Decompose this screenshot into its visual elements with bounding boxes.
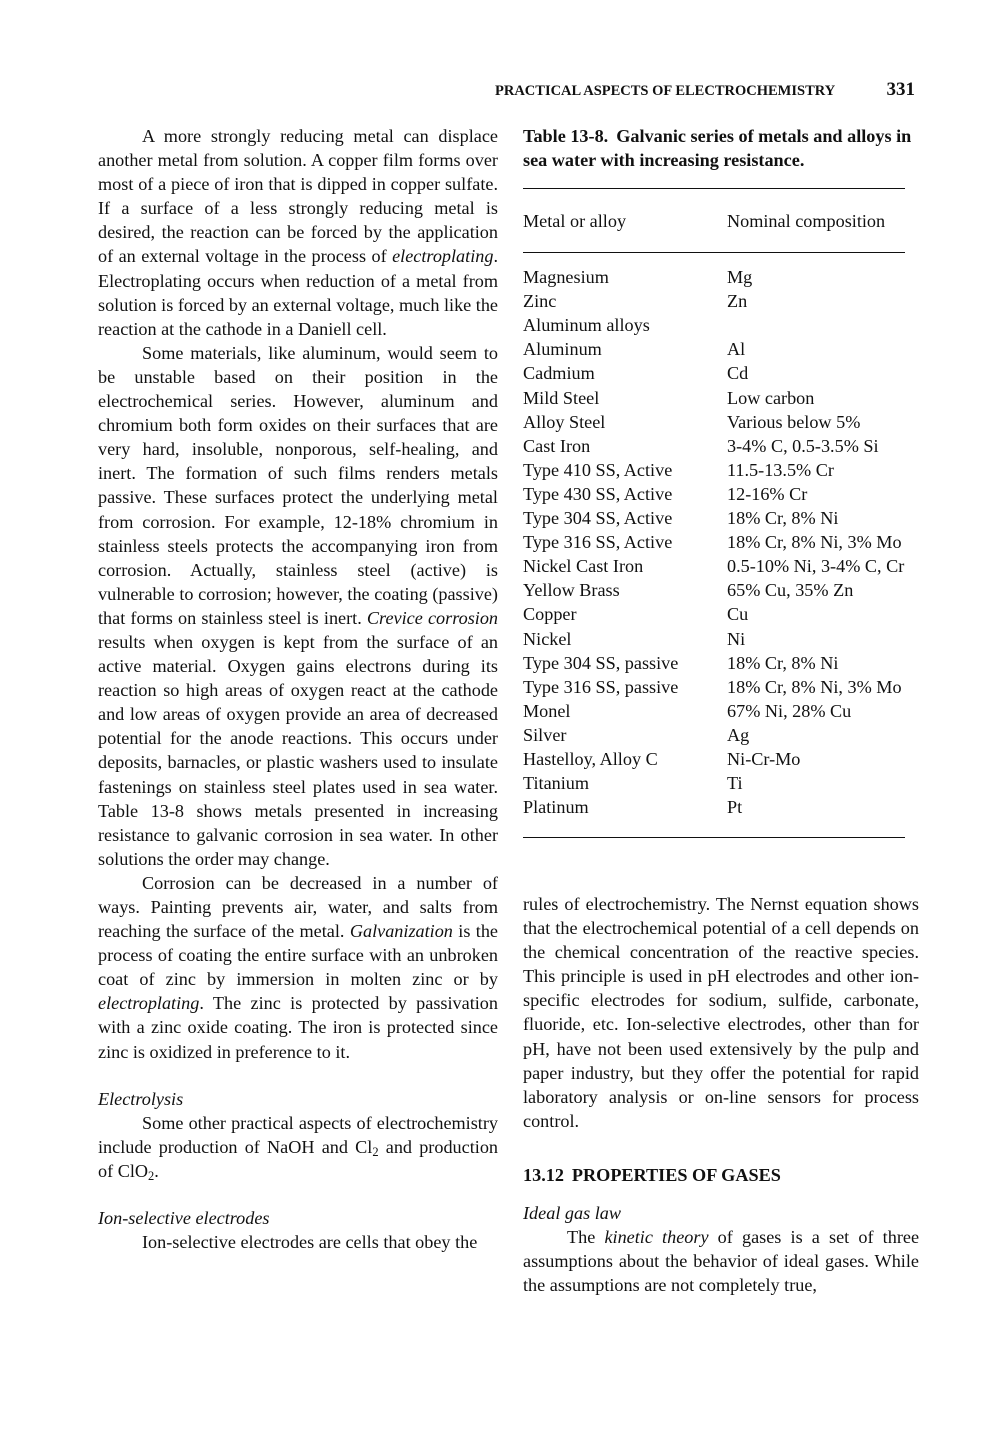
cell-metal: Yellow Brass <box>523 580 620 601</box>
cell-composition: 0.5-10% Ni, 3-4% C, Cr <box>727 556 905 577</box>
italic-term: Crevice corrosion <box>366 607 499 628</box>
running-head <box>495 79 915 101</box>
table-row <box>523 386 923 410</box>
italic-term: electroplating <box>392 246 494 267</box>
subscript: 2 <box>148 1168 155 1183</box>
cell-composition: Ni-Cr-Mo <box>727 748 801 769</box>
subscript: 2 <box>372 1144 379 1159</box>
cell-composition: 18% Cr, 8% Ni, 3% Mo <box>727 676 902 697</box>
table-bottom-rule <box>523 837 905 838</box>
text-run: Some other practical aspects of electrochemistry include production of NaOH and Cl <box>98 1112 498 1157</box>
cell-metal: Titanium <box>523 773 590 794</box>
cell-metal: Cast Iron <box>523 435 591 456</box>
table-row <box>523 458 923 482</box>
table-row <box>523 627 923 651</box>
right-column-text <box>523 892 919 1297</box>
cell-composition: Mg <box>727 267 753 288</box>
cell-composition: 18% Cr, 8% Ni, 3% Mo <box>727 532 902 553</box>
table-row <box>523 747 923 771</box>
cell-composition: Various below 5% <box>727 411 861 432</box>
table-row <box>523 482 923 506</box>
table-row <box>523 675 923 699</box>
table-row <box>523 578 923 602</box>
text-run: of gases is a set of three assumptions about the behavior of ideal gases. While the assumptions are not completely true, <box>523 1227 920 1296</box>
cell-composition: Cd <box>727 363 749 384</box>
cell-composition: Al <box>727 339 746 360</box>
cell-metal: Silver <box>523 724 567 745</box>
cell-metal: Type 316 SS, Active <box>523 532 673 553</box>
italic-term: kinetic theory <box>604 1227 709 1248</box>
cell-composition: 18% Cr, 8% Ni <box>727 652 839 673</box>
paragraph-ion-selective <box>98 1230 498 1254</box>
cell-composition: Ti <box>727 773 743 794</box>
table-row <box>523 530 923 554</box>
table-caption-label: Table 13-8. <box>523 126 609 146</box>
text-run: Some materials, like aluminum, would seem to be unstable based on their position in the electrochemical series. However, aluminum and chromium both form oxides on their surfaces that are very hard, insoluble, nonporous, self-healing, and inert. The formation of such films renders metals passive. These surfaces protect the underlying metal from corrosion. For example, 12-18% chromium in stainless steels protects the accompanying iron from corrosion. Actually, stainless steel (active) is vulnerable to corrosion; however, the coating (passive) that forms on stainless steel is inert. <box>98 342 498 628</box>
cell-composition: Zn <box>727 291 748 312</box>
table-caption-text: Galvanic series of metals and alloys in sea water with increasing resistance. <box>523 126 912 170</box>
cell-metal: Platinum <box>523 797 589 818</box>
table-row <box>523 699 923 723</box>
table-row <box>523 723 923 747</box>
cell-composition: Ag <box>727 724 750 745</box>
spacer <box>98 1183 498 1206</box>
table-row <box>523 771 923 795</box>
text-run: rules of electrochemistry. The Nernst equation shows that the electrochemical potential of a cell depends on the chemical concentration of the reactive species. This principle is used in pH electrodes and other ion-specific electrodes for sodium, sulfide, carbonate, fluoride, etc. Ion-selective electrodes, other than for pH, have not been used extensively by the pulp and paper industry, but they offer the potential for rapid laboratory analysis or on-line sensors for process control. <box>523 894 919 1131</box>
paragraph-passivation <box>98 341 498 871</box>
cell-metal: Aluminum alloys <box>523 315 650 336</box>
table-13-8 <box>523 124 919 838</box>
heading-ideal-gas-law: Ideal gas law <box>523 1203 622 1224</box>
table-row <box>523 602 923 626</box>
paragraph-electrolysis <box>98 1111 498 1183</box>
cell-metal: Aluminum <box>523 339 602 360</box>
text-run: results when oxygen is kept from the surface of an active material. Oxygen gains electrons during its reaction so high areas of oxygen react at the cathode and low areas of oxygen provide an area of decreased potential for the anode reactions. This occurs under deposits, barnacles, or plastic washers used to insulate fastenings on stainless steel plates used in sea water. Table 13-8 shows metals presented in increasing resistance to galvanic corrosion in sea water. In other solutions the order may change. <box>98 631 498 869</box>
cell-metal: Magnesium <box>523 267 609 288</box>
paragraph-ion-selective-continued <box>523 892 919 1133</box>
paragraph-electroplating <box>98 124 498 341</box>
cell-metal: Alloy Steel <box>523 411 606 432</box>
text-run: A more strongly reducing metal can displace another metal from solution. A copper film forms over most of a piece of iron that is dipped in copper sulfate. If a surface of a less strongly reducing metal is desired, the reaction can be forced by the application of an external voltage in the process of <box>98 126 498 267</box>
cell-metal: Type 430 SS, Active <box>523 483 673 504</box>
cell-composition: Pt <box>727 797 743 818</box>
text-run: is the process of coating the entire surface with an unbroken coat of zinc by immersion in molten zinc or by <box>98 921 498 990</box>
section-heading <box>523 1163 919 1187</box>
table-row <box>523 554 923 578</box>
cell-metal: Monel <box>523 700 571 721</box>
section-title: PROPERTIES OF GASES <box>571 1164 781 1185</box>
table-row <box>523 651 923 675</box>
cell-composition: Ni <box>727 628 746 649</box>
cell-metal: Type 304 SS, passive <box>523 652 679 673</box>
cell-composition: 65% Cu, 35% Zn <box>727 580 854 601</box>
table-body <box>523 253 919 837</box>
heading-ion-selective-electrodes: Ion-selective electrodes <box>98 1208 270 1229</box>
spacer <box>98 1064 498 1087</box>
cell-composition: Cu <box>727 604 749 625</box>
text-run: . The zinc is protected by passivation with a zinc oxide coating. The iron is protected since zinc is oxidized in preference to it. <box>98 993 498 1062</box>
text-run: . Electroplating occurs when reduction of a metal from solution is forced by an external voltage, much like the reaction at the cathode in a Daniell cell. <box>98 246 499 339</box>
table-caption <box>523 124 919 172</box>
section-number: 13.12 <box>523 1164 564 1185</box>
cell-metal: Cadmium <box>523 363 595 384</box>
running-head-title: PRACTICAL ASPECTS OF ELECTROCHEMISTRY <box>495 83 836 99</box>
table-header-composition: Nominal composition <box>727 211 886 231</box>
table-header-row <box>523 189 905 252</box>
italic-term: electroplating <box>98 993 200 1014</box>
text-run: and production of ClO <box>98 1136 499 1181</box>
table-row <box>523 337 923 361</box>
left-column <box>98 124 498 1254</box>
cell-metal: Zinc <box>523 291 557 312</box>
paragraph-kinetic-theory <box>523 1225 919 1297</box>
cell-composition: 18% Cr, 8% Ni <box>727 508 839 529</box>
text-run: Ion-selective electrodes are cells that obey the <box>142 1232 478 1253</box>
cell-metal: Type 304 SS, Active <box>523 508 673 529</box>
cell-metal: Copper <box>523 604 577 625</box>
cell-metal: Type 316 SS, passive <box>523 676 679 697</box>
page-number: 331 <box>886 79 915 100</box>
table-row <box>523 434 923 458</box>
heading-electrolysis: Electrolysis <box>98 1088 184 1109</box>
cell-metal: Type 410 SS, Active <box>523 459 673 480</box>
cell-metal: Nickel <box>523 628 572 649</box>
text-run: Corrosion can be decreased in a number of ways. Painting prevents air, water, and salts from reaching the surface of the metal. <box>98 872 498 942</box>
cell-metal: Hastelloy, Alloy C <box>523 748 658 769</box>
cell-metal: Nickel Cast Iron <box>523 556 644 577</box>
text-run: The <box>567 1227 605 1248</box>
table-row <box>523 795 923 819</box>
cell-composition: Low carbon <box>727 387 815 408</box>
table-row <box>523 361 923 385</box>
italic-term: Galvanization <box>349 921 453 942</box>
paragraph-corrosion-prevention <box>98 871 498 1064</box>
cell-composition: 67% Ni, 28% Cu <box>727 700 852 721</box>
cell-composition: 11.5-13.5% Cr <box>727 459 834 480</box>
table-header-metal: Metal or alloy <box>523 211 627 231</box>
table-row <box>523 265 923 289</box>
text-run: . <box>154 1160 159 1181</box>
cell-metal: Mild Steel <box>523 387 600 408</box>
cell-composition: 12-16% Cr <box>727 483 808 504</box>
table-row <box>523 289 923 313</box>
cell-composition <box>727 313 923 337</box>
table-row <box>523 313 923 337</box>
table-row <box>523 506 923 530</box>
table-row <box>523 410 923 434</box>
cell-composition: 3-4% C, 0.5-3.5% Si <box>727 435 879 456</box>
